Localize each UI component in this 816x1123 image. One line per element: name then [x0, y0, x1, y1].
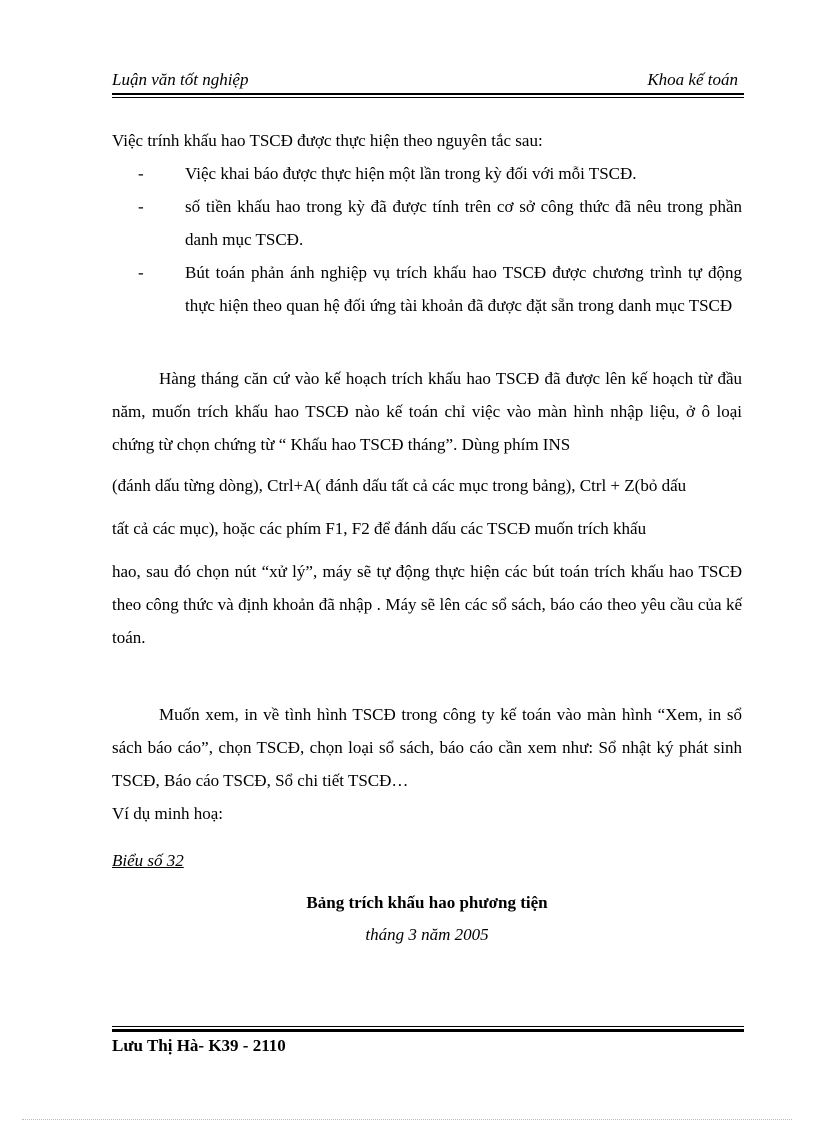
bullet-item [112, 157, 742, 190]
paragraph-monthly-depreciation [112, 362, 742, 654]
header-rule [112, 93, 744, 95]
page-header [112, 70, 742, 92]
figure-caption: Biểu số 32 [112, 851, 184, 870]
header-thesis-label: Luận văn tốt nghiệp [112, 70, 249, 89]
bullet-dash: - [138, 197, 144, 216]
bullet-item [112, 256, 742, 322]
header-department-label: Khoa kế toán [647, 70, 738, 89]
body-section-rules [112, 124, 742, 322]
paragraph-line: tất cả các mục), hoặc các phím F1, F2 để đánh dấu các TSCĐ muốn trích khấu [112, 519, 647, 538]
footer-rule-thin [112, 1026, 744, 1027]
page-edge-line [22, 1119, 792, 1120]
header-rule-thin [112, 97, 744, 98]
paragraph-line: (đánh dấu từng dòng), Ctrl+A( đánh dấu tất cả các mục trong bảng), Ctrl + Z(bỏ dấu [112, 476, 687, 495]
table-subtitle: tháng 3 năm 2005 [365, 925, 489, 944]
footer-rule [112, 1029, 744, 1032]
bullet-dash: - [138, 164, 144, 183]
bullet-item [112, 190, 742, 256]
bullet-dash: - [138, 263, 144, 282]
table-title: Bảng trích khấu hao phương tiện [306, 893, 548, 912]
example-label: Ví dụ minh hoạ: [112, 804, 223, 823]
page-footer-author: Lưu Thị Hà- K39 - 2110 [112, 1036, 286, 1055]
bullet-text: Bút toán phản ánh nghiệp vụ trích khấu hao TSCĐ được chương trình tự động thực hiện theo quan hệ đối ứng tài khoản đã được đặt sẵn trong danh mục TSCĐ [185, 263, 742, 315]
paragraph-view-reports [112, 698, 742, 830]
bullet-text: Việc khai báo được thực hiện một lần trong kỳ đối với mỗi TSCĐ. [185, 164, 637, 183]
paragraph-text: Muốn xem, in về tình hình TSCĐ trong công ty kế toán vào màn hình “Xem, in sổ sách báo cáo”, chọn TSCĐ, chọn loại sổ sách, báo cáo cần xem như: Sổ nhật ký phát sinh TSCĐ, Báo cáo TSCĐ, Sổ chi tiết TSCĐ… [112, 705, 742, 790]
bullet-text: số tiền khấu hao trong kỳ đã được tính trên cơ sở công thức đã nêu trong phần danh mục TSCĐ. [185, 197, 742, 249]
intro-sentence: Việc trính khấu hao TSCĐ được thực hiện theo nguyên tắc sau: [112, 131, 543, 150]
paragraph-line: hao, sau đó chọn nút “xử lý”, máy sẽ tự động thực hiện các bút toán trích khấu hao TSCĐ theo công thức và định khoản đã nhập . Máy sẽ lên các sổ sách, báo cáo theo yêu cầu của kế toán. [112, 562, 742, 647]
paragraph-line: Hàng tháng căn cứ vào kế hoạch trích khấu hao TSCĐ đã được lên kế hoạch từ đầu năm, muốn trích khấu hao TSCĐ nào kế toán chỉ việc vào màn hình nhập liệu, ở ô loại chứng từ chọn chứng từ “ Khấu hao TSCĐ tháng”. Dùng phím INS [112, 369, 742, 454]
